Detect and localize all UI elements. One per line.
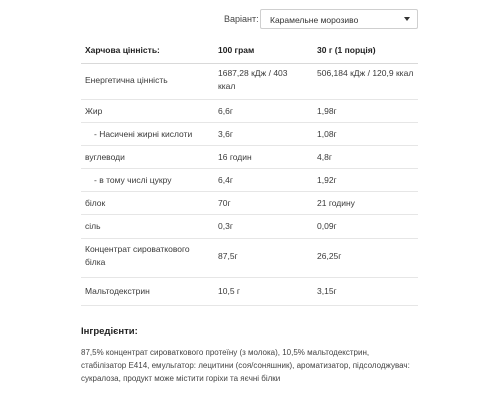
header-per-serving: 30 г (1 порція) bbox=[317, 45, 376, 55]
table-row bbox=[81, 169, 418, 192]
row-name: Енергетична цінність bbox=[85, 75, 168, 85]
table-row bbox=[81, 146, 418, 169]
variant-selected-value: Карамельне морозиво bbox=[270, 15, 359, 25]
row-value-serving: 1,08г bbox=[317, 129, 337, 139]
header-per-100g: 100 грам bbox=[218, 45, 255, 55]
row-name: білок bbox=[85, 198, 106, 208]
table-row bbox=[81, 215, 418, 239]
header-nutrition-value: Харчова цінність: bbox=[85, 45, 160, 55]
row-value-serving: 1,92г bbox=[317, 175, 337, 185]
row-value-100g: 0,3г bbox=[218, 221, 233, 231]
row-name: - Насичені жирні кислоти bbox=[94, 129, 193, 139]
variant-select[interactable] bbox=[260, 9, 418, 29]
row-name: Концентрат сироваткового білка bbox=[85, 244, 190, 267]
variant-label: Варіант: bbox=[224, 14, 259, 24]
table-row bbox=[81, 100, 418, 123]
table-row bbox=[81, 123, 418, 146]
row-value-100g: 16 годин bbox=[218, 152, 252, 162]
row-value-100g: 6,6г bbox=[218, 106, 233, 116]
nutrition-table-header bbox=[81, 41, 418, 64]
nutrition-table bbox=[81, 41, 418, 306]
row-value-serving: 1,98г bbox=[317, 106, 337, 116]
row-value-serving: 26,25г bbox=[317, 251, 342, 261]
table-row bbox=[81, 239, 418, 278]
row-value-serving: 4,8г bbox=[317, 152, 332, 162]
ingredients-title: Інгредієнти: bbox=[81, 326, 138, 337]
table-row bbox=[81, 64, 418, 100]
row-name: - в тому числі цукру bbox=[94, 175, 172, 185]
row-name: вуглеводи bbox=[85, 152, 125, 162]
row-value-100g: 6,4г bbox=[218, 175, 233, 185]
row-value-100g: 70г bbox=[218, 198, 231, 208]
row-value-100g: 3,6г bbox=[218, 129, 233, 139]
row-value-100g: 87,5г bbox=[218, 251, 238, 261]
variant-row bbox=[0, 9, 500, 31]
row-value-serving: 21 годину bbox=[317, 198, 355, 208]
table-row bbox=[81, 192, 418, 215]
row-value-100g: 1687,28 кДж / 403 ккал bbox=[218, 68, 288, 91]
row-value-serving: 0,09г bbox=[317, 221, 337, 231]
row-name: сіль bbox=[85, 221, 101, 231]
caret-down-icon bbox=[404, 17, 410, 21]
ingredients-text: 87,5% концентрат сироваткового протеїну (з молока), 10,5% мальтодекстрин, стабілізатор Е414, емульгатор: лецитини (соя/соняшник), ароматизатор, підсолоджувач: сукралоза, продукт може містити горіхи та яєчні білки bbox=[81, 348, 410, 383]
row-value-100g: 10,5 г bbox=[218, 286, 241, 296]
row-value-serving: 506,184 кДж / 120,9 ккал bbox=[317, 68, 414, 78]
row-name: Жир bbox=[85, 106, 103, 116]
row-name: Мальтодекстрин bbox=[85, 286, 150, 296]
table-row bbox=[81, 278, 418, 306]
row-value-serving: 3,15г bbox=[317, 286, 337, 296]
